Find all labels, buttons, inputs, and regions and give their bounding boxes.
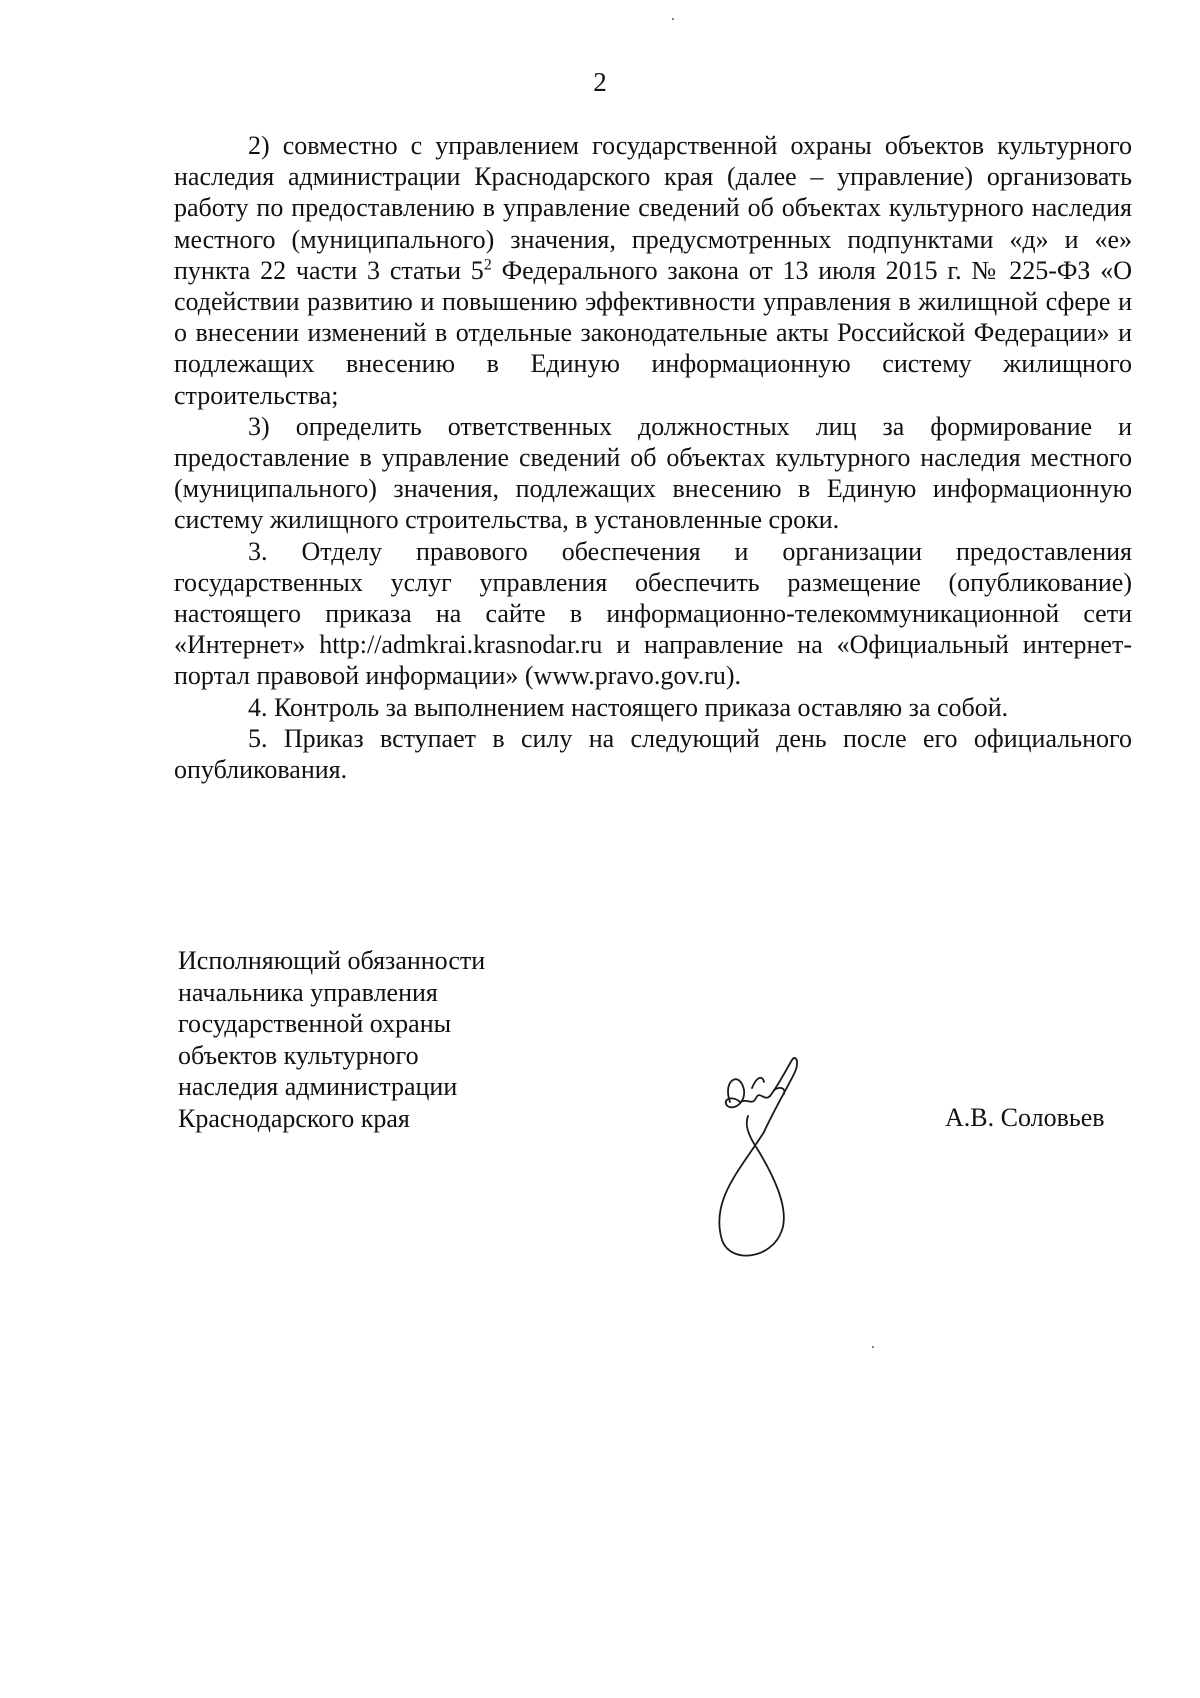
position-line: государственной охраны xyxy=(178,1009,452,1039)
handwritten-signature xyxy=(700,1050,830,1270)
page-number: 2 xyxy=(593,67,607,97)
paragraph-item-3: 3) определить ответственных должностных лиц за формирование и предоставление в управление сведений об объектах культурного наследия местного (муниципального) значения, подлежащих внесению в Единую информационную систему жилищного строительства, в установленные сроки. xyxy=(174,411,1132,535)
signatory-name: А.В. Соловьев xyxy=(945,1103,1105,1132)
superscript: 2 xyxy=(483,256,492,274)
position-line: начальника управления xyxy=(178,977,438,1007)
paragraph-text: 2) совместно с управлением государственной охраны объектов культурного наследия администрации Краснодарского края (далее – управление) организовать работу по предоставлению в управление сведений об объектах культурного наследия местного (муниципального) значения, предусмотренных подпунктами «д» и «е» пункта 22 части 3 статьи 5 xyxy=(174,131,1132,285)
document-body xyxy=(174,130,1132,785)
scan-speck xyxy=(672,18,674,20)
paragraph-section-3: 3. Отделу правового обеспечения и организации предоставления государственных услуг управления обеспечить размещение (опубликование) настоящего приказа на сайте в информационно-телекоммуникационной сети «Интернет» http://admkrai.krasnodar.ru и направление на «Официальный интернет-портал правовой информации» (www.pravo.gov.ru). xyxy=(174,536,1132,691)
paragraph-section-4: 4. Контроль за выполнением настоящего приказа оставляю за собой. xyxy=(248,692,1009,722)
position-line: Исполняющий обязанности xyxy=(178,946,486,975)
scan-speck xyxy=(872,1346,874,1348)
paragraph-section-5: 5. Приказ вступает в силу на следующий день после его официального опубликования. xyxy=(174,723,1132,785)
signatory-position xyxy=(178,945,598,1135)
paragraph-item-2 xyxy=(174,130,1132,411)
position-line: Краснодарского края xyxy=(178,1103,410,1133)
position-line: наследия администрации xyxy=(178,1072,458,1102)
position-line: объектов культурного xyxy=(178,1040,419,1070)
paragraph-text-continued: Федерального закона от 13 июля 2015 г. № 225-ФЗ «О содействии развитию и повышению эффективности управления в жилищной сфере и о внесении изменений в отдельные законодательные акты Российской Федерации» и подлежащих внесению в Единую информационную систему жилищного строительства; xyxy=(174,255,1132,410)
